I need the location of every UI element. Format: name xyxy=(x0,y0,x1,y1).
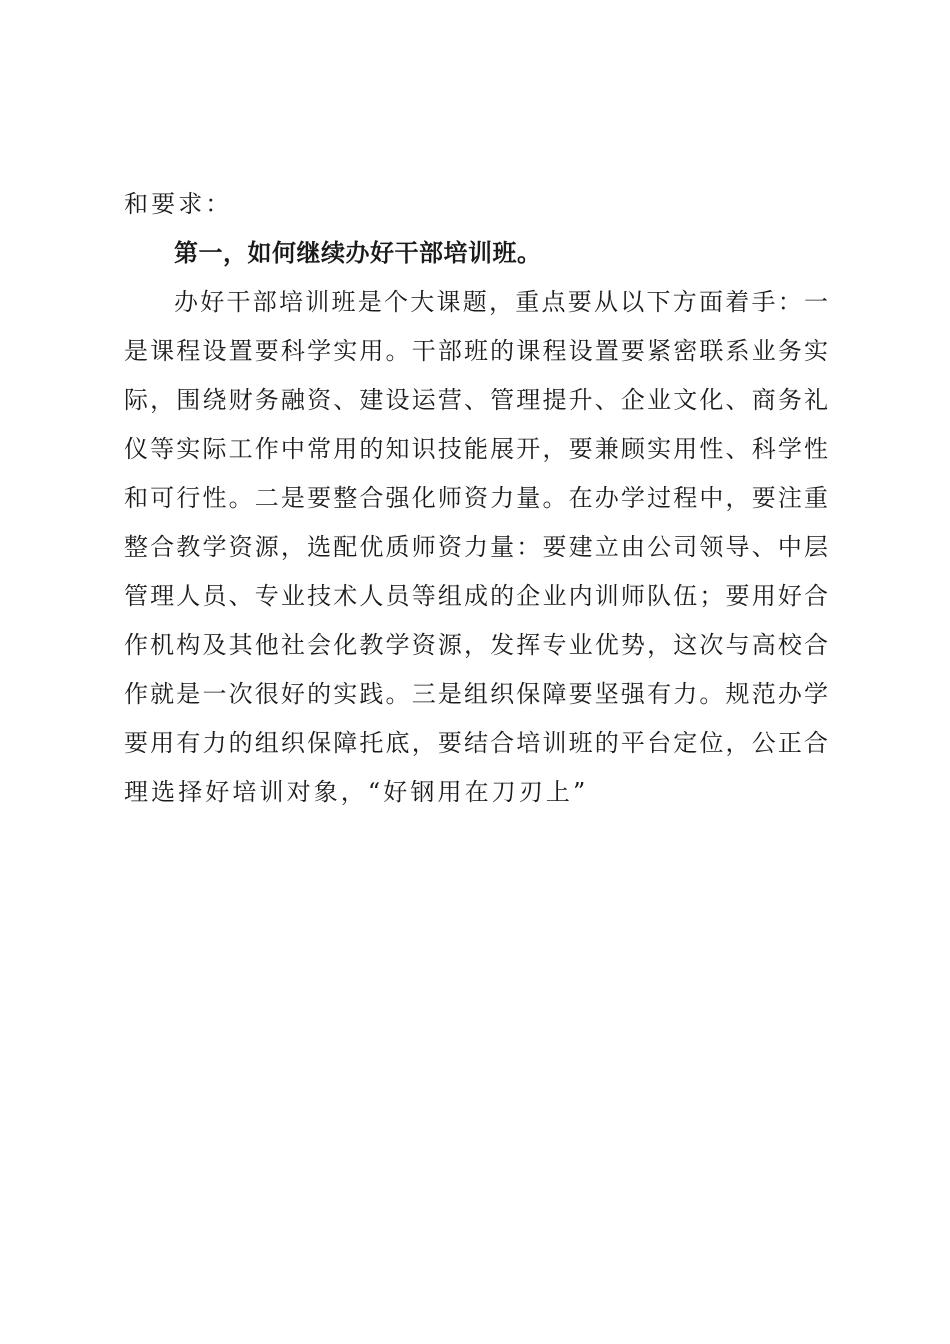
body-line: 办好干部培训班是个大课题，重点要从以下方面着手：一 xyxy=(174,288,828,316)
body-line: 要用有力的组织保障托底，要结合培训班的平台定位，公正合 xyxy=(124,729,828,757)
body-line: 作就是一次很好的实践。三是组织保障要坚强有力。规范办学 xyxy=(124,680,828,708)
section-heading: 第一，如何继续办好干部培训班。 xyxy=(174,239,542,267)
paragraph-continuation: 和要求： xyxy=(124,190,233,218)
body-line-last: 理选择好培训对象，“好钢用在刀刃上” xyxy=(124,778,589,806)
body-line: 整合教学资源，选配优质师资力量：要建立由公司领导、中层 xyxy=(124,533,828,561)
document-body xyxy=(124,180,828,817)
body-line: 是课程设置要科学实用。干部班的课程设置要紧密联系业务实 xyxy=(124,337,828,365)
body-line: 管理人员、专业技术人员等组成的企业内训师队伍；要用好合 xyxy=(124,582,828,610)
body-line: 际，围绕财务融资、建设运营、管理提升、企业文化、商务礼 xyxy=(124,386,828,414)
body-line: 作机构及其他社会化教学资源，发挥专业优势，这次与高校合 xyxy=(124,631,828,659)
body-line: 和可行性。二是要整合强化师资力量。在办学过程中，要注重 xyxy=(124,484,828,512)
body-line: 仪等实际工作中常用的知识技能展开，要兼顾实用性、科学性 xyxy=(124,435,828,463)
